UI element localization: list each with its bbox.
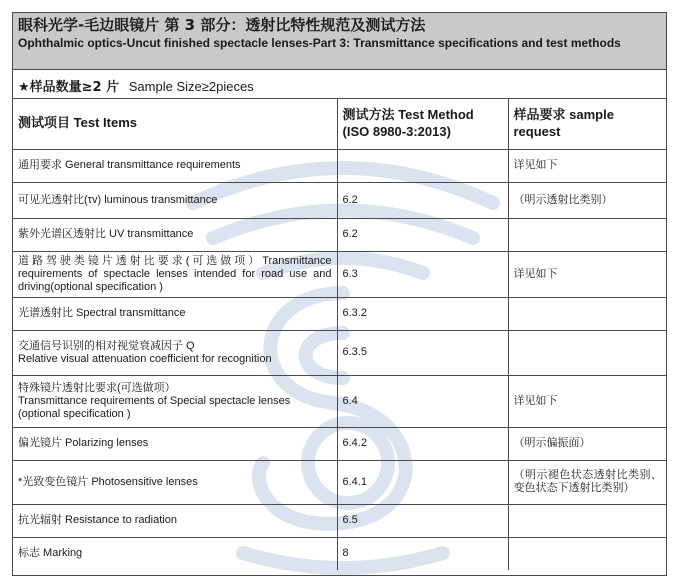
row-request: [508, 537, 667, 570]
row-request: （明示透射比类别）: [508, 182, 667, 218]
row-request: 详见如下: [508, 251, 667, 297]
row-request: [508, 330, 667, 375]
row-method: [337, 149, 508, 182]
row-item: 通用要求 General transmittance requirements: [13, 149, 337, 182]
table-row: [13, 375, 667, 427]
table-row: [13, 330, 667, 375]
test-items-table: [13, 99, 667, 570]
row-request: （明示偏振面）: [508, 427, 667, 460]
row-request: 详见如下: [508, 149, 667, 182]
row-item: [13, 375, 337, 427]
row-item: 道路驾驶类镜片透射比要求(可选做项）Transmittance requirements of spectacle lenses intended for road use and driving(optional specification ): [13, 251, 337, 297]
row-method: 6.2: [337, 182, 508, 218]
header-request-en: sample request: [513, 107, 614, 140]
header-method-cn: 测试方法: [342, 108, 395, 124]
row-item-line1: 交通信号识别的相对视觉衰减因子 Q: [18, 339, 195, 352]
spec-sheet: [12, 12, 667, 576]
row-item: [13, 330, 337, 375]
row-item-line1: 特殊镜片透射比要求(可选做项）: [18, 381, 176, 394]
table-row: [13, 537, 667, 570]
table-row: [13, 182, 667, 218]
header-method-en: Test Method: [398, 107, 474, 123]
header-test-method: [337, 99, 508, 149]
row-item: 抗光辐射 Resistance to radiation: [13, 504, 337, 537]
header-items-en: Test Items: [73, 115, 137, 131]
table-row: [13, 427, 667, 460]
row-method: 6.3.5: [337, 330, 508, 375]
header-request-cn: 样品要求: [513, 108, 566, 124]
row-method: 6.3: [337, 251, 508, 297]
row-method: 6.2: [337, 218, 508, 251]
row-item: 光谱透射比 Spectral transmittance: [13, 297, 337, 330]
row-method: 6.4.2: [337, 427, 508, 460]
sample-size-row: [13, 70, 666, 99]
table-row: [13, 297, 667, 330]
title-english: Ophthalmic optics-Uncut finished spectacle lenses-Part 3: Transmittance specifications and test methods: [18, 36, 621, 50]
document-header: [13, 13, 666, 70]
row-item-line2: Relative visual attenuation coefficient for recognition: [18, 352, 272, 365]
sample-size-en: Sample Size≥2pieces: [128, 79, 254, 94]
title-chinese: 眼科光学-毛边眼镜片 第 3 部分：透射比特性规范及测试方法: [18, 16, 426, 34]
header-method-standard: (ISO 8980-3:2013): [342, 124, 451, 140]
table-row: [13, 218, 667, 251]
row-item-line2: Transmittance requirements of Special spectacle lenses (optional specification ): [18, 394, 291, 420]
row-request: [508, 218, 667, 251]
header-sample-request: [508, 99, 667, 149]
table-row: [13, 504, 667, 537]
table-row: [13, 251, 667, 297]
sample-size-cn: ★样品数量≥2 片: [18, 80, 120, 95]
header-items-cn: 测试项目: [18, 116, 71, 132]
row-method: 8: [337, 537, 508, 570]
table-row: [13, 149, 667, 182]
row-item: 紫外光谱区透射比 UV transmittance: [13, 218, 337, 251]
row-method: 6.4: [337, 375, 508, 427]
header-test-items: [13, 99, 337, 149]
table-row: [13, 460, 667, 504]
row-item: 可见光透射比(τv) luminous transmittance: [13, 182, 337, 218]
row-request: [508, 504, 667, 537]
row-request: 详见如下: [508, 375, 667, 427]
row-item: 标志 Marking: [13, 537, 337, 570]
row-request: [508, 297, 667, 330]
row-item: *光致变色镜片 Photosensitive lenses: [13, 460, 337, 504]
row-method: 6.5: [337, 504, 508, 537]
row-request: （明示褪色状态透射比类别、变色状态下透射比类别）: [508, 460, 667, 504]
row-item: 偏光镜片 Polarizing lenses: [13, 427, 337, 460]
table-header-row: [13, 99, 667, 149]
row-method: 6.3.2: [337, 297, 508, 330]
row-method: 6.4.1: [337, 460, 508, 504]
